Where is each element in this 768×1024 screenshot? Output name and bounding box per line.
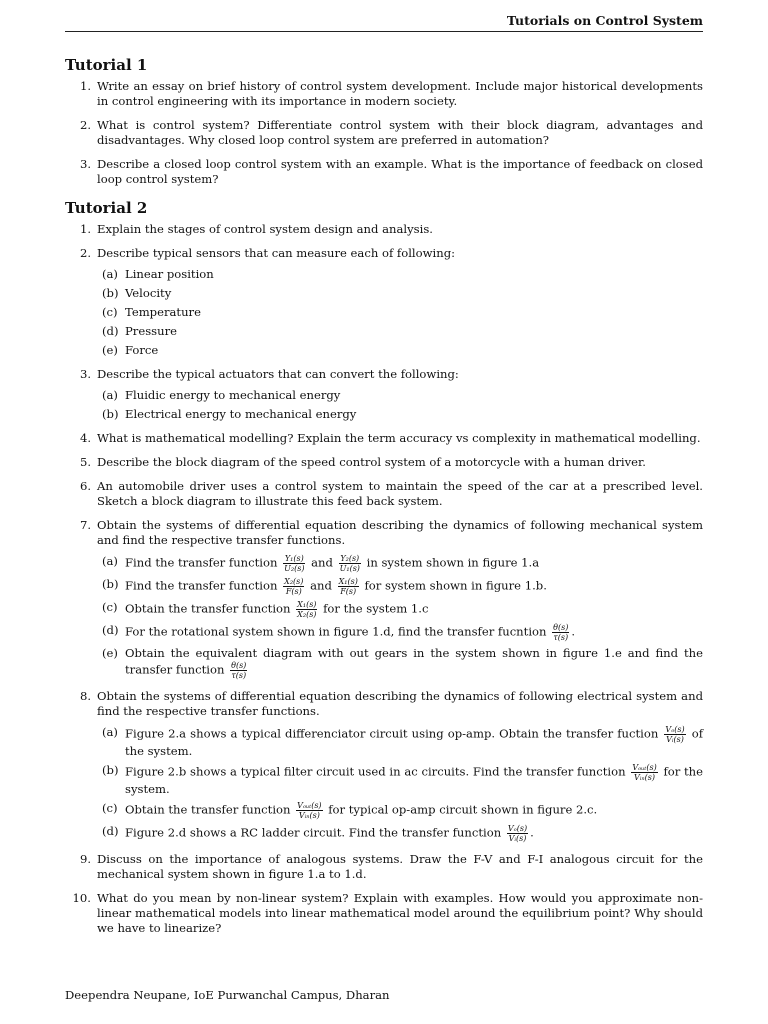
sub-item-label: (c)	[102, 305, 118, 319]
sub-item-text: Find the transfer function	[125, 578, 278, 593]
fraction-numerator: X₁(s)	[338, 577, 358, 586]
question-number: 9.	[79, 852, 91, 866]
question-text: Discuss on the importance of analogous systems. Draw the F-V and F-I analogous circuit for the mechanical system shown in figure 1.a to 1.d.	[97, 852, 703, 881]
sub-item-label: (e)	[102, 646, 118, 660]
fraction-numerator: Vₒ(s)	[665, 725, 685, 734]
sub-item-label: (d)	[102, 324, 119, 338]
question-number: 1.	[79, 222, 91, 236]
sub-item	[97, 824, 703, 843]
sub-item-text: .	[571, 624, 576, 639]
fraction-denominator: Vᵢₙ(s)	[634, 773, 655, 782]
sub-item-label: (b)	[102, 577, 119, 591]
fraction-denominator: X₂(s)	[297, 610, 317, 619]
question-number: 3.	[79, 367, 91, 381]
fraction	[552, 623, 569, 642]
question-item	[65, 852, 703, 882]
fraction-numerator: Vₒᵤₜ(s)	[632, 763, 657, 772]
fraction-denominator: Vᵢₙ(s)	[298, 811, 320, 820]
sub-item-text: Linear position	[125, 267, 214, 281]
sub-item	[97, 623, 703, 642]
sub-item-text: Obtain the transfer function	[125, 601, 291, 616]
sub-item-label: (e)	[102, 343, 118, 357]
sub-item-text: Figure 2.b shows a typical filter circuit used in ac circuits. Find the transfer function	[125, 764, 626, 779]
question-number: 2.	[79, 246, 91, 260]
sub-item	[97, 305, 703, 320]
question-number: 2.	[79, 118, 91, 132]
sub-item	[97, 343, 703, 358]
sub-item-label: (b)	[102, 407, 119, 421]
fraction-numerator: X₁(s)	[297, 600, 317, 609]
sub-item-text: for the system.	[125, 764, 703, 796]
tutorial-2-heading: Tutorial 2	[65, 199, 148, 217]
sub-item	[97, 286, 703, 301]
header-title: Tutorials on Control System	[506, 13, 703, 28]
sub-item-text: Figure 2.a shows a typical differenciator circuit using op-amp. Obtain the transfer fuction	[125, 726, 659, 741]
tutorial-2-questions	[65, 222, 703, 936]
question-text: Obtain the systems of differential equation describing the dynamics of following electrical system and find the respective transfer functions.	[97, 689, 703, 718]
question-item	[65, 118, 703, 148]
question-item	[65, 79, 703, 109]
fraction	[296, 600, 317, 619]
document-body	[65, 58, 703, 950]
question-item	[65, 479, 703, 509]
question-number: 7.	[79, 518, 91, 532]
fraction	[507, 824, 528, 843]
sub-item-text: for typical op-amp circuit shown in figure 2.c.	[328, 802, 598, 817]
fraction-numerator: θ(s)	[231, 661, 247, 670]
sub-item	[97, 324, 703, 339]
sensor-list	[97, 267, 703, 358]
fraction-denominator: τ(s)	[553, 633, 569, 642]
sub-item-text: and	[310, 578, 332, 593]
fraction	[230, 661, 247, 680]
question-item	[65, 431, 703, 446]
question-text: What is control system? Differentiate control system with their block diagram, advantages and disadvantages. Why closed loop control system are preferred in automation?	[97, 118, 703, 147]
fraction-denominator: τ(s)	[231, 671, 247, 680]
footer-author: Deependra Neupane, IoE Purwanchal Campus, Dharan	[65, 988, 390, 1002]
fraction-numerator: Y₂(s)	[340, 554, 360, 563]
sub-item-text: Force	[125, 343, 159, 357]
tutorial-2-section	[65, 201, 703, 936]
sub-item-text: Temperature	[125, 305, 201, 319]
question-text: Describe the typical actuators that can convert the following:	[97, 367, 459, 381]
sub-item	[97, 407, 703, 422]
sub-item-label: (c)	[102, 801, 118, 815]
sub-item	[97, 600, 703, 619]
question-number: 8.	[79, 689, 91, 703]
fraction	[631, 763, 657, 782]
sub-item	[97, 646, 703, 680]
question-text: Write an essay on brief history of control system development. Include major historical developments in control engineering with its importance in modern society.	[97, 79, 703, 108]
sub-item-label: (a)	[102, 388, 118, 402]
sub-item-text: Fluidic energy to mechanical energy	[125, 388, 341, 402]
fraction-denominator: U₁(s)	[339, 564, 360, 573]
question-text: What is mathematical modelling? Explain the term accuracy vs complexity in mathematical modelling.	[97, 431, 701, 445]
mechanical-subquestions	[97, 554, 703, 680]
page-footer	[65, 988, 390, 1002]
tutorial-1-heading: Tutorial 1	[65, 56, 148, 74]
fraction-denominator: F(s)	[285, 587, 302, 596]
fraction-numerator: X₂(s)	[284, 577, 304, 586]
question-text: Explain the stages of control system design and analysis.	[97, 222, 433, 236]
fraction-numerator: θ(s)	[553, 623, 569, 632]
question-item	[65, 689, 703, 843]
fraction	[296, 801, 322, 820]
sub-item-label: (a)	[102, 554, 118, 568]
fraction-denominator: F(s)	[340, 587, 357, 596]
sub-item-label: (b)	[102, 286, 119, 300]
fraction	[664, 725, 685, 744]
sub-item-label: (b)	[102, 763, 119, 777]
sub-item-label: (a)	[102, 725, 118, 739]
sub-item-text: and	[311, 555, 333, 570]
sub-item-text: of the system.	[125, 726, 703, 758]
fraction-denominator: Vᵢ(s)	[666, 735, 684, 744]
question-item	[65, 246, 703, 358]
sub-item-text: for the system 1.c	[323, 601, 429, 616]
sub-item	[97, 801, 703, 820]
fraction	[339, 554, 361, 573]
sub-item	[97, 577, 703, 596]
sub-item-text: .	[530, 825, 534, 840]
sub-item-text: Obtain the transfer function	[125, 802, 291, 817]
electrical-subquestions	[97, 725, 703, 843]
fraction	[338, 577, 359, 596]
sub-item-text: Velocity	[125, 286, 172, 300]
question-number: 6.	[79, 479, 91, 493]
tutorial-1-section	[65, 58, 703, 187]
sub-item	[97, 554, 703, 573]
question-text: Describe a closed loop control system with an example. What is the importance of feedback on closed loop control system?	[97, 157, 703, 186]
question-text: Describe the block diagram of the speed control system of a motorcycle with a human driver.	[97, 455, 646, 469]
sub-item-label: (d)	[102, 824, 119, 838]
sub-item-label: (c)	[102, 600, 118, 614]
fraction-numerator: Y₁(s)	[284, 554, 304, 563]
sub-item-text: in system shown in figure 1.a	[366, 555, 540, 570]
question-item	[65, 891, 703, 936]
fraction	[283, 577, 304, 596]
sub-item-text: Obtain the equivalent diagram with out gears in the system shown in figure 1.e and find the transfer function	[125, 646, 703, 677]
question-number: 3.	[79, 157, 91, 171]
sub-item	[97, 388, 703, 403]
sub-item-text: for system shown in figure 1.b.	[364, 578, 547, 593]
sub-item	[97, 725, 703, 759]
question-item	[65, 518, 703, 680]
fraction-numerator: Vₒ(s)	[507, 824, 528, 833]
question-item	[65, 222, 703, 237]
sub-item-text: Find the transfer function	[125, 555, 278, 570]
fraction-denominator: Vᵢ(s)	[508, 834, 527, 843]
question-number: 10.	[72, 891, 91, 905]
sub-item-label: (d)	[102, 623, 119, 637]
question-number: 1.	[79, 79, 91, 93]
tutorial-1-questions	[65, 79, 703, 187]
question-item	[65, 157, 703, 187]
actuator-list	[97, 388, 703, 422]
fraction	[283, 554, 305, 573]
question-number: 5.	[79, 455, 91, 469]
sub-item-text: Figure 2.d shows a RC ladder circuit. Find the transfer function	[125, 825, 502, 840]
sub-item-label: (a)	[102, 267, 118, 281]
sub-item-text: Electrical energy to mechanical energy	[125, 407, 357, 421]
sub-item-text: Pressure	[125, 324, 177, 338]
sub-item	[97, 267, 703, 282]
question-item	[65, 455, 703, 470]
question-text: An automobile driver uses a control system to maintain the speed of the car at a prescribed level. Sketch a block diagram to illustrate this feed back system.	[97, 479, 703, 508]
running-header	[65, 13, 703, 32]
question-text: What do you mean by non-linear system? Explain with examples. How would you approximate non-linear mathematical models into linear mathematical model around the equilibrium point? Why should we have to linearize?	[97, 891, 703, 935]
sub-item	[97, 763, 703, 797]
question-text: Describe typical sensors that can measure each of following:	[97, 246, 456, 260]
question-text: Obtain the systems of differential equation describing the dynamics of following mechanical system and find the respective transfer functions.	[97, 518, 703, 547]
question-item	[65, 367, 703, 422]
question-number: 4.	[79, 431, 91, 445]
fraction-numerator: Vₒᵤₜ(s)	[297, 801, 322, 810]
fraction-denominator: U₂(s)	[284, 564, 305, 573]
sub-item-text: For the rotational system shown in figure 1.d, find the transfer fucntion	[125, 624, 547, 639]
